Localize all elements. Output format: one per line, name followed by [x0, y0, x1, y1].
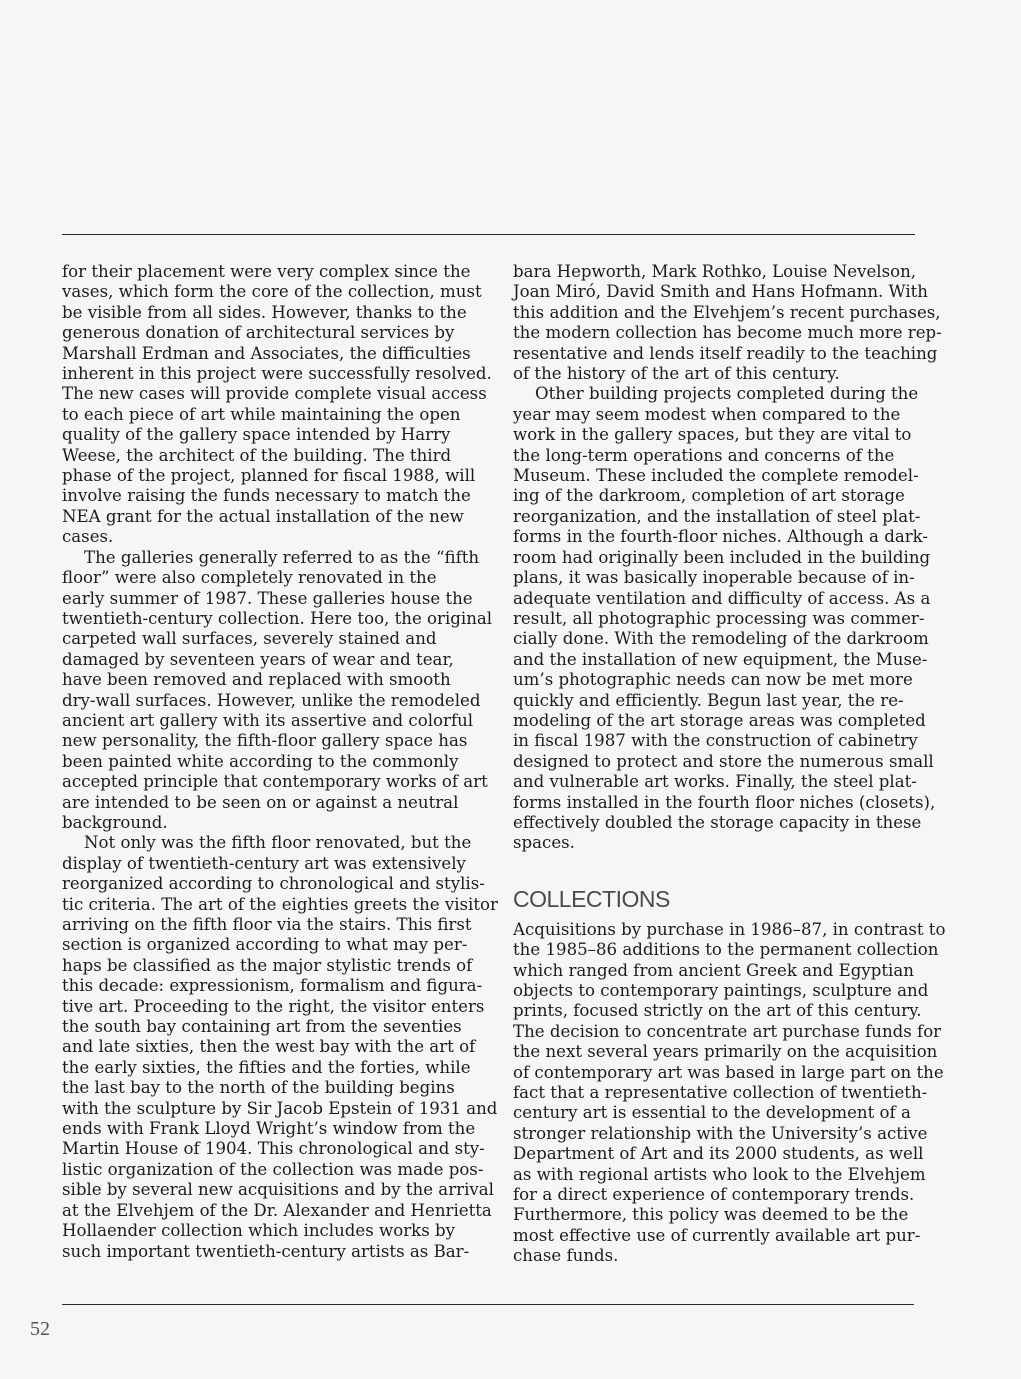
text-line: for a direct experience of contemporary trends. [513, 1185, 915, 1205]
text-line: Other building projects completed during the [535, 384, 919, 404]
page-number: 52 [30, 1318, 50, 1340]
text-line: fact that a representative collection of twentieth- [513, 1083, 928, 1103]
text-line: and late sixties, then the west bay with the art of [62, 1037, 476, 1057]
text-line: resentative and lends itself readily to the teaching [513, 343, 938, 363]
text-line: cases. [62, 527, 114, 547]
text-line: NEA grant for the actual installation of the new [62, 506, 464, 526]
text-line: listic organization of the collection was made pos- [62, 1159, 484, 1179]
text-line: this decade: expressionism, formalism and figura- [62, 976, 483, 996]
text-line: with the sculpture by Sir Jacob Epstein of 1931 and [62, 1098, 498, 1118]
text-line: been painted white according to the commonly [62, 751, 459, 771]
text-line: and the installation of new equipment, the Muse- [513, 649, 928, 669]
text-line: of contemporary art was based in large part on the [513, 1062, 944, 1082]
text-line: the long-term operations and concerns of the [513, 445, 895, 465]
text-line: sible by several new acquisitions and by the arrival [62, 1180, 494, 1200]
text-line: designed to protect and store the numerous small [513, 751, 934, 771]
text-line: for their placement were very complex since the [62, 262, 471, 281]
text-line: inherent in this project were successfully resolved. [62, 364, 492, 384]
text-line: haps be classified as the major stylistic trends of [62, 955, 473, 975]
text-line: the last bay to the north of the building begins [62, 1078, 455, 1098]
text-line: at the Elvehjem of the Dr. Alexander and Henrietta [62, 1200, 492, 1220]
text-line: quickly and efficiently. Begun last year, the re- [513, 690, 904, 710]
text-line: effectively doubled the storage capacity in these [513, 812, 922, 832]
text-line: room had originally been included in the building [513, 547, 931, 567]
text-line: the modern collection has become much more rep- [513, 323, 942, 343]
right-column-body [513, 262, 942, 854]
text-line: the 1985–86 additions to the permanent collection [513, 940, 939, 960]
text-line: which ranged from ancient Greek and Egyptian [513, 960, 914, 980]
left-text-column [62, 262, 498, 1262]
text-line: adequate ventilation and difficulty of access. As a [513, 588, 931, 608]
text-line: quality of the gallery space intended by Harry [62, 425, 451, 445]
text-line: to each piece of art while maintaining the open [62, 404, 461, 424]
text-line: chase funds. [513, 1246, 619, 1266]
text-line: section is organized according to what may per- [62, 935, 468, 955]
text-line: be visible from all sides. However, thanks to the [62, 302, 467, 322]
text-line: cially done. With the remodeling of the darkroom [513, 629, 929, 649]
text-line: The galleries generally referred to as the “fifth [84, 547, 480, 567]
text-line: forms in the fourth-floor niches. Although a dark- [513, 527, 929, 547]
text-line: the early sixties, the fifties and the forties, while [62, 1057, 471, 1077]
text-line: spaces. [513, 833, 575, 853]
text-line: century art is essential to the development of a [513, 1103, 911, 1123]
text-line: objects to contemporary paintings, sculpture and [513, 981, 929, 1000]
text-line: generous donation of architectural services by [62, 323, 455, 343]
text-line: modeling of the art storage areas was completed [513, 710, 926, 730]
text-line: arriving on the fifth floor via the stairs. This first [62, 915, 472, 934]
text-line: new personality, the fifth-floor gallery space has [62, 731, 468, 751]
text-line: Museum. These included the complete remodel- [513, 466, 919, 486]
text-line: The decision to concentrate art purchase funds for [513, 1021, 942, 1041]
text-line: damaged by seventeen years of wear and tear, [62, 649, 454, 669]
text-line: dry-wall surfaces. However, unlike the remodeled [62, 690, 481, 710]
text-line: twentieth-century collection. Here too, the original [62, 608, 493, 628]
text-line: of the history of the art of this century. [513, 364, 840, 384]
text-line: the south bay containing art from the seventies [62, 1017, 462, 1037]
collections-body [513, 919, 946, 1267]
text-line: in fiscal 1987 with the construction of cabinetry [513, 731, 918, 751]
text-line: tic criteria. The art of the eighties greets the visitor [62, 894, 498, 914]
text-line: involve raising the funds necessary to match the [62, 486, 471, 506]
text-line: reorganization, and the installation of steel plat- [513, 506, 921, 526]
text-line: The new cases will provide complete visual access [62, 384, 487, 404]
text-line: Hollaender collection which includes works by [62, 1221, 455, 1241]
text-line: Department of Art and its 2000 students, as well [513, 1144, 924, 1164]
text-line: stronger relationship with the University’s active [513, 1123, 928, 1143]
text-line: early summer of 1987. These galleries house the [62, 588, 473, 608]
text-line: Joan Miró, David Smith and Hans Hofmann. With [513, 282, 928, 302]
text-line: and vulnerable art works. Finally, the steel plat- [513, 772, 917, 792]
text-line: floor” were also completely renovated in the [62, 568, 437, 588]
text-line: background. [62, 812, 168, 832]
text-line: as with regional artists who look to the Elvehjem [513, 1164, 926, 1184]
text-line: plans, it was basically inoperable because of in- [513, 568, 915, 588]
text-line: display of twentieth-century art was extensively [62, 853, 466, 873]
text-line: ing of the darkroom, completion of art storage [513, 486, 905, 506]
right-text-column [513, 262, 946, 1267]
text-line: prints, focused strictly on the art of this century. [513, 1001, 922, 1021]
text-line: year may seem modest when compared to the [513, 404, 901, 424]
text-line: Not only was the fifth floor renovated, but the [84, 833, 472, 853]
text-line: accepted principle that contemporary works of art [62, 772, 488, 792]
text-line: this addition and the Elvehjem’s recent purchases, [513, 302, 941, 322]
text-line: Furthermore, this policy was deemed to be the [513, 1205, 909, 1225]
text-line: reorganized according to chronological and stylis- [62, 874, 485, 894]
text-line: Martin House of 1904. This chronological and sty- [62, 1139, 485, 1159]
text-line: are intended to be seen on or against a neutral [62, 792, 459, 812]
text-line: forms installed in the fourth floor niches (closets), [513, 792, 936, 812]
text-line: such important twentieth-century artists as Bar- [62, 1241, 470, 1261]
text-line: bara Hepworth, Mark Rothko, Louise Nevelson, [513, 262, 917, 281]
text-line: um’s photographic needs can now be met more [513, 670, 913, 690]
text-line: work in the gallery spaces, but they are vital to [513, 425, 912, 445]
text-line: carpeted wall surfaces, severely stained and [62, 629, 437, 649]
text-line: ancient art gallery with its assertive and colorful [62, 710, 474, 730]
text-line: most effective use of currently available art pur- [513, 1225, 921, 1245]
text-line: ends with Frank Lloyd Wright’s window from the [62, 1119, 476, 1139]
text-line: Acquisitions by purchase in 1986–87, in contrast to [513, 919, 946, 939]
text-line: have been removed and replaced with smooth [62, 670, 451, 690]
text-line: vases, which form the core of the collection, must [62, 282, 482, 302]
text-line: the next several years primarily on the acquisition [513, 1042, 938, 1062]
top-rule [62, 234, 915, 235]
text-line: Weese, the architect of the building. The third [62, 445, 452, 465]
bottom-rule [62, 1304, 914, 1305]
section-heading-collections: COLLECTIONS [513, 885, 670, 912]
text-line: Marshall Erdman and Associates, the difficulties [62, 343, 471, 363]
text-line: tive art. Proceeding to the right, the visitor enters [62, 996, 485, 1016]
text-line: phase of the project, planned for fiscal 1988, will [62, 466, 476, 486]
text-line: result, all photographic processing was commer- [513, 608, 925, 628]
